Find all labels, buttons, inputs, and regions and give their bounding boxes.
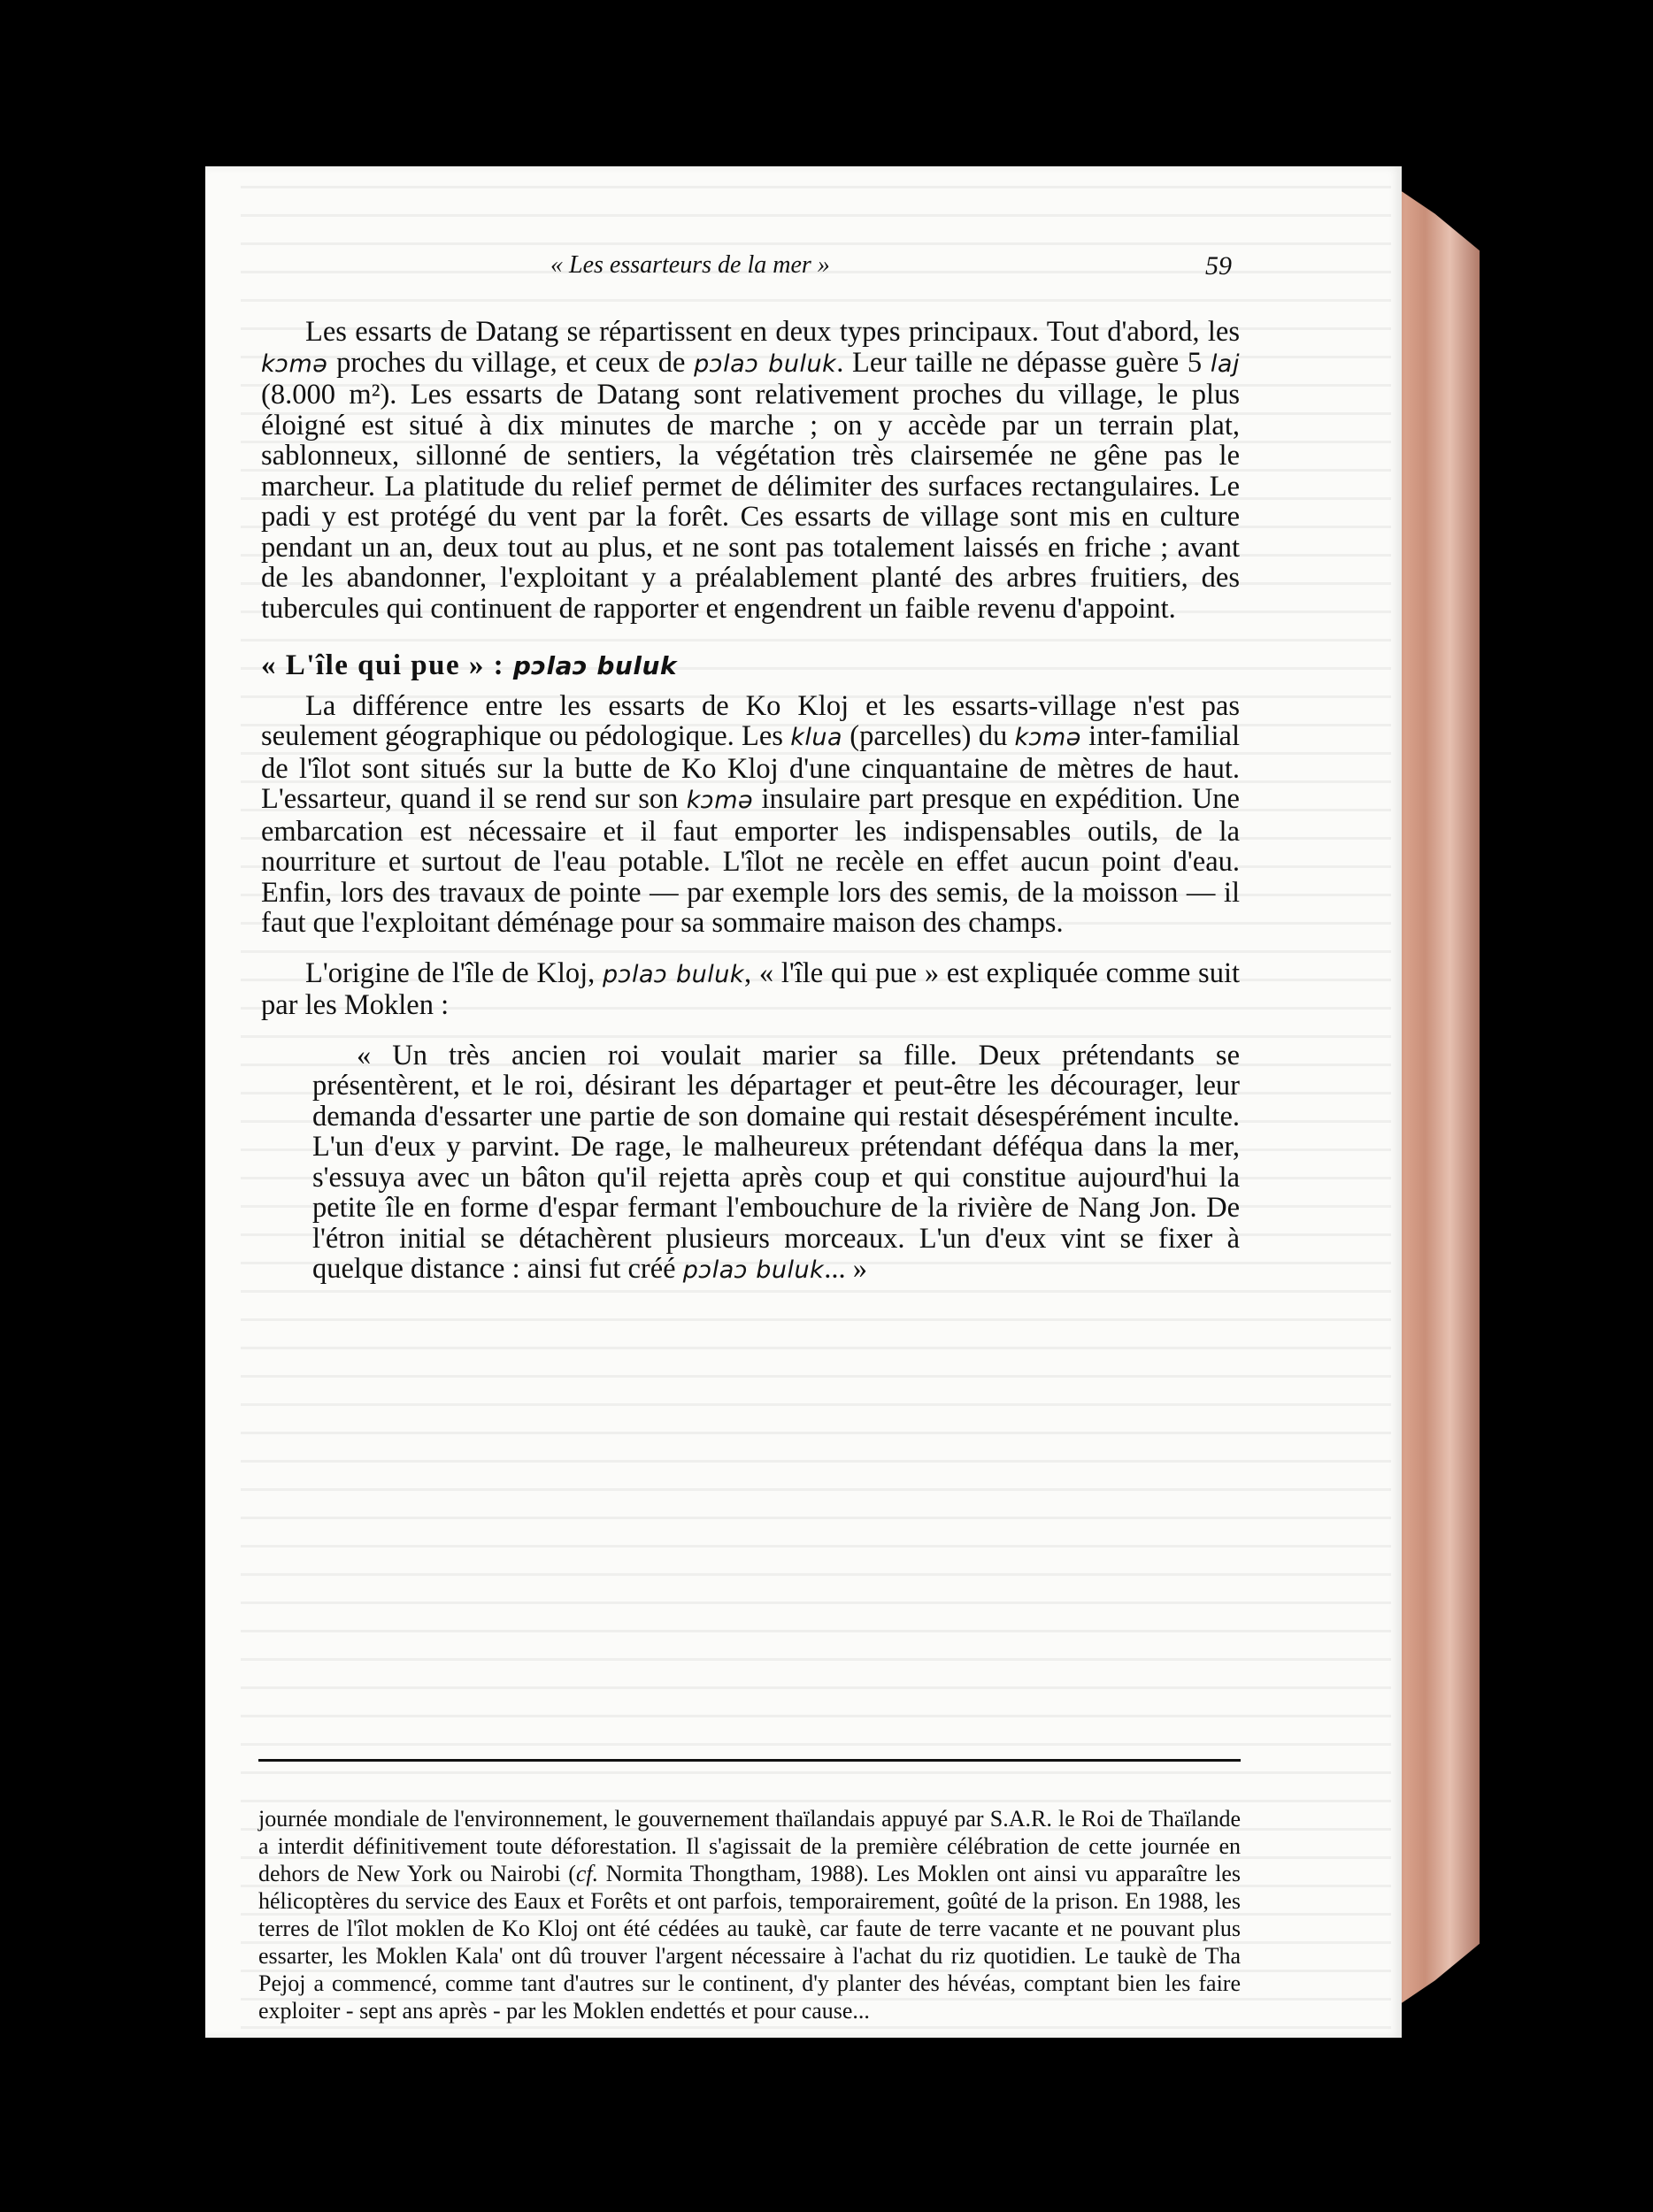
section-heading: « L'île qui pue » : pɔlaɔ buluk (261, 649, 677, 681)
book-page (205, 166, 1402, 2038)
moklen-term: pɔlaɔ buluk (512, 651, 677, 680)
block-quote-legend: « Un très ancien roi voulait marier sa fille. Deux prétendants se présentèrent, et le roi, désirant les départager et peut-être les décourager, leur demanda d'essarter une partie de son domaine qui restait désespérément inculte. L'un d'eux y parvint. De rage, le malheureux prétendant déféqua dans la mer, s'essuya avec un bâton qu'il rejetta après coup et qui constitue aujourd'hui la petite île en forme d'espar fermant l'embouchure de la rivière de Nang Jon. De l'étron initial se détachèrent plusieurs morceaux. L'un d'eux vint se fixer à quelque distance : ainsi fut créé pɔlaɔ buluk... » (312, 1039, 1240, 1285)
moklen-term: klua (790, 724, 843, 751)
moklen-term: pɔlaɔ buluk (694, 349, 837, 378)
moklen-term: laj (1210, 349, 1240, 378)
moklen-term: pɔlaɔ buluk (682, 1256, 825, 1284)
moklen-term: kɔmə (686, 787, 754, 814)
running-head (205, 251, 1402, 294)
running-head-title: « Les essarteurs de la mer » (550, 251, 830, 279)
footnote-rule (258, 1759, 1241, 1762)
moklen-term: kɔmə (1014, 724, 1081, 751)
footnote (258, 1805, 1241, 2024)
moklen-term: kɔmə (261, 349, 328, 378)
moklen-term: pɔlaɔ buluk (602, 960, 745, 988)
paragraph-origin: L'origine de l'île de Kloj, pɔlaɔ buluk, « l'île qui pue » est expliquée comme suit par les Moklen : (261, 956, 1240, 1021)
body-text (261, 317, 1240, 1286)
paragraph-datang-essarts: Les essarts de Datang se répartissent en deux types principaux. Tout d'abord, les kɔmə proches du village, et ceux de pɔlaɔ buluk. Leur taille ne dépasse guère 5 laj (8.000 m²). Les essarts de Datang sont relativement proches du village, le plus éloigné est situé à dix minutes de marche ; on y accède par un terrain plat, sablonneux, sillonné de sentiers, la végétation très clairsemée ne gêne pas le marcheur. La platitude du relief permet de délimiter des surfaces rectangulaires. Le padi y est protégé du vent par la forêt. Ces essarts de village sont mis en culture pendant un an, deux tout au plus, et ne sont pas totalement laissés en friche ; avant de les abandonner, l'exploitant y a préalablement planté des arbres fruitiers, des tubercules qui continuent de rapporter et engendrent un faible revenu d'appoint. (261, 316, 1240, 625)
page-number: 59 (1205, 251, 1232, 280)
footnote-text: journée mondiale de l'environnement, le gouvernement thaïlandais appuyé par S.A.R. le Roi de Thaïlande a interdit définitivement toute déforestation. Il s'agissait de la première célébration de cette journée en dehors de New York ou Nairobi (cf. Normita Thongtham, 1988). Les Moklen ont ainsi vu apparaître les hélicoptères du service des Eaux et Forêts et ont parfois, temporairement, goûté de la prison. En 1988, les terres de l'îlot moklen de Ko Kloj ont été cédées au taukè, car faute de terre vacante et ne pouvant plus essarter, les Moklen Kala' ont dû trouver l'argent nécessaire à l'achat du riz quotidien. Le taukè de Tha Pejoj a commencé, comme tant d'autres sur le continent, d'y planter des hévéas, comptant bien les faire exploiter - sept ans après - par les Moklen endettés et pour cause... (258, 1806, 1241, 2024)
paragraph-ko-kloj: La différence entre les essarts de Ko Kloj et les essarts-village n'est pas seulement géographique ou pédologique. Les klua (parcelles) du kɔmə inter-familial de l'îlot sont situés sur la butte de Ko Kloj d'une cinquantaine de mètres de haut. L'essarteur, quand il se rend sur son kɔmə insulaire part presque en expédition. Une embarcation est nécessaire et il faut emporter les indispensables outils, de la nourriture et surtout de l'eau potable. L'îlot ne recèle en effet aucun point d'eau. Enfin, lors des travaux de pointe — par exemple lors des semis, de la moisson — il faut que l'exploitant déménage pour sa sommaire maison des champs. (261, 689, 1240, 939)
